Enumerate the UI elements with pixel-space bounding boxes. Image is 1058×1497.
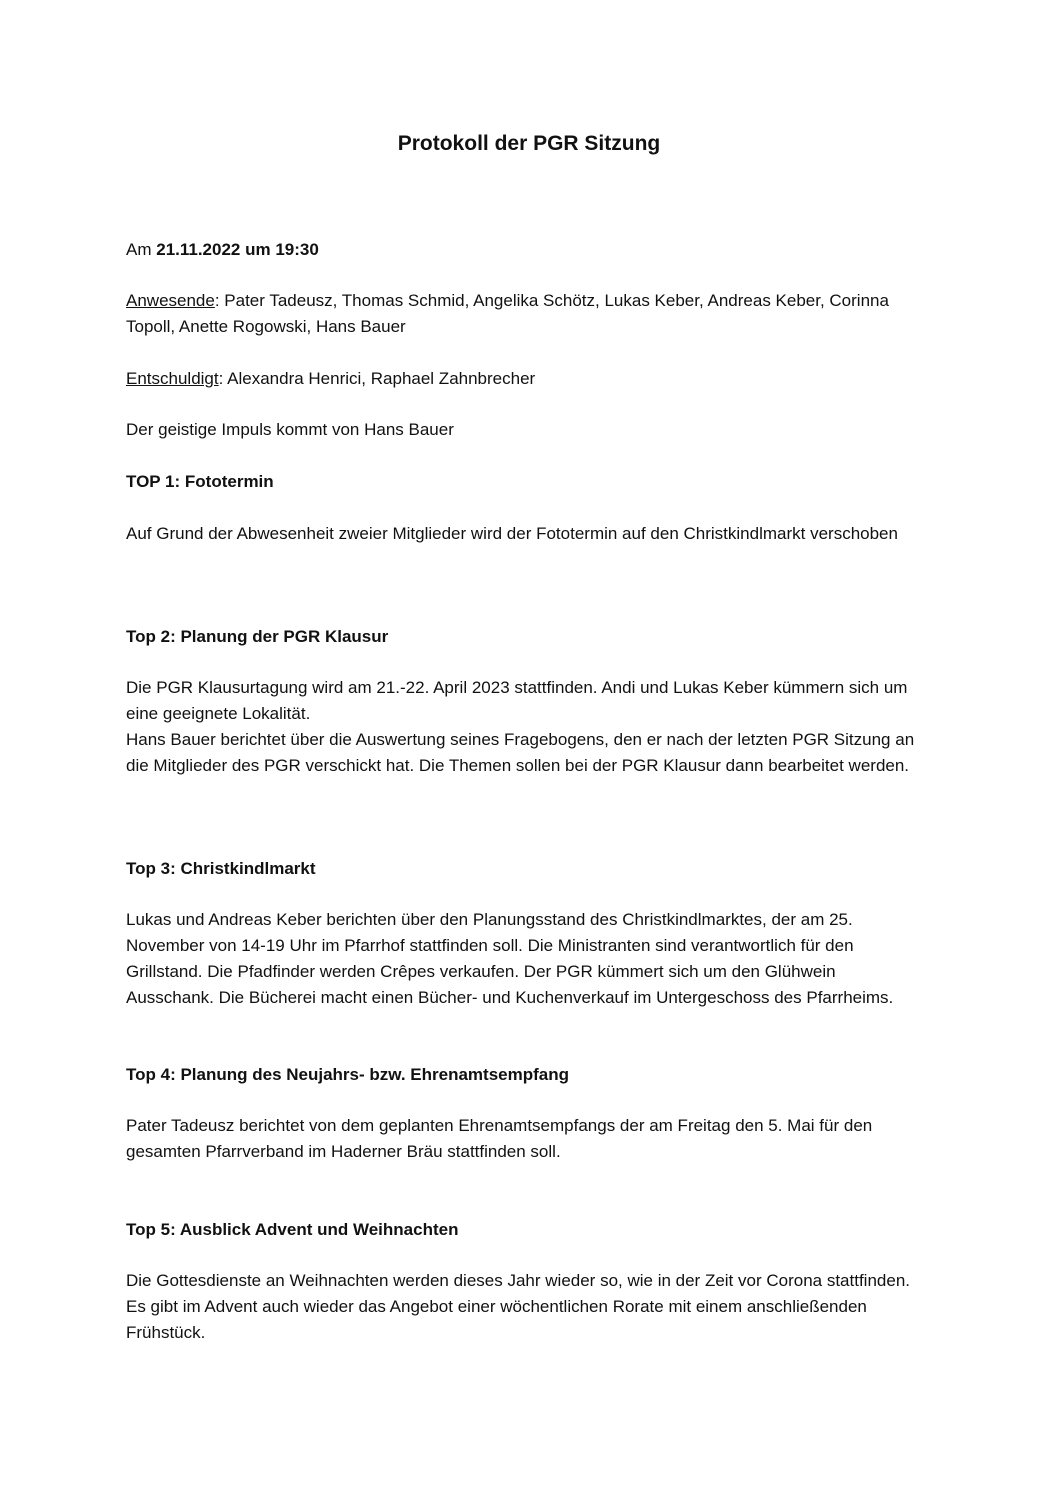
top2-heading: Top 2: Planung der PGR Klausur xyxy=(126,627,389,646)
meeting-date xyxy=(126,237,926,263)
top5-heading: Top 5: Ausblick Advent und Weihnachten xyxy=(126,1220,459,1239)
top2-text-1: Die PGR Klausurtagung wird am 21.-22. April 2023 stattfinden. Andi und Lukas Keber kümmern sich um eine geeignete Lokalität. xyxy=(126,678,908,723)
attendees-text: : Pater Tadeusz, Thomas Schmid, Angelika Schötz, Lukas Keber, Andreas Keber, Corinna Topoll, Anette Rogowski, Hans Bauer xyxy=(126,291,889,336)
date-prefix: Am xyxy=(126,240,157,259)
excused-paragraph xyxy=(126,366,926,392)
attendees-label: Anwesende xyxy=(126,291,215,310)
top4-heading: Top 4: Planung des Neujahrs- bzw. Ehrenamtsempfang xyxy=(126,1065,570,1084)
top4-text: Pater Tadeusz berichtet von dem geplanten Ehrenamtsempfangs der am Freitag den 5. Mai für den gesamten Pfarrverband im Haderner Bräu stattfinden soll. xyxy=(126,1116,873,1161)
excused-label: Entschuldigt xyxy=(126,369,219,388)
top5-text: Die Gottesdienste an Weihnachten werden dieses Jahr wieder so, wie in der Zeit vor Corona stattfinden. Es gibt im Advent auch wieder das Angebot einer wöchentlichen Rorate mit einem anschließenden Frühstück. xyxy=(126,1271,910,1342)
impulse-text: Der geistige Impuls kommt von Hans Bauer xyxy=(126,420,454,439)
top3-heading: Top 3: Christkindlmarkt xyxy=(126,859,316,878)
date-value: 21.11.2022 um 19:30 xyxy=(156,240,319,259)
top2-text-2: Hans Bauer berichtet über die Auswertung seines Fragebogens, den er nach der letzten PGR Sitzung an die Mitglieder des PGR verschickt hat. Die Themen sollen bei der PGR Klausur dann bearbeitet werden. xyxy=(126,730,915,775)
document-title: Protokoll der PGR Sitzung xyxy=(397,132,661,155)
top1-text: Auf Grund der Abwesenheit zweier Mitglieder wird der Fototermin auf den Christkindlmarkt verschoben xyxy=(126,524,898,543)
attendees-paragraph xyxy=(126,288,926,340)
top1-heading: TOP 1: Fototermin xyxy=(126,472,274,491)
excused-text: : Alexandra Henrici, Raphael Zahnbrecher xyxy=(218,369,536,388)
top3-text: Lukas und Andreas Keber berichten über den Planungsstand des Christkindlmarktes, der am 25. November von 14-19 Uhr im Pfarrhof stattfinden soll. Die Ministranten sind verantwortlich für den Grillstand. Die Pfadfinder werden Crêpes verkaufen. Der PGR kümmert sich um den Glühwein Ausschank. Die Bücherei macht einen Bücher- und Kuchenverkauf im Untergeschoss des Pfarrheims. xyxy=(126,910,894,1007)
